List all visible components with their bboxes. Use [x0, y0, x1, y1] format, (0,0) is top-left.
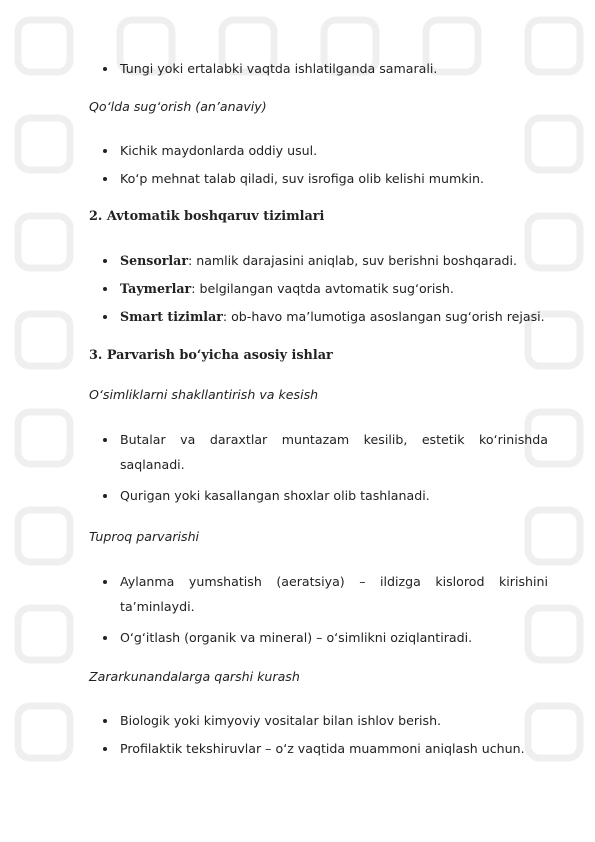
list-item-line: Butalar va daraxtlar muntazam kesilib, estetik ko‘rinishda	[120, 432, 548, 447]
list-item: Biologik yoki kimyoviy vositalar bilan ishlov berish.	[120, 713, 442, 728]
list-item: Profilaktik tekshiruvlar – o‘z vaqtida muammoni aniqlash uchun.	[120, 741, 525, 756]
list-item-line: Aylanma yumshatish (aeratsiya) – ildizga kislorod kirishini	[120, 574, 548, 589]
list-item	[120, 280, 454, 298]
list-item: Kichik maydonlarda oddiy usul.	[120, 143, 318, 158]
subheading: Zararkunandalarga qarshi kurash	[89, 669, 300, 684]
bullet-marker	[103, 259, 107, 263]
bullet-marker	[103, 580, 107, 584]
bullet-marker	[103, 177, 107, 181]
list-item	[120, 252, 517, 270]
term-label: Sensorlar	[120, 253, 188, 268]
term-label: Taymerlar	[120, 281, 192, 296]
subheading: Qo‘lda sug‘orish (an’anaviy)	[89, 99, 267, 114]
bullet-marker	[103, 438, 107, 442]
list-item	[120, 308, 545, 326]
subheading: Tuproq parvarishi	[89, 529, 200, 544]
bullet-marker	[103, 747, 107, 751]
term-description: : namlik darajasini aniqlab, suv berishni boshqaradi.	[187, 253, 518, 268]
bullet-marker	[103, 719, 107, 723]
list-item: Tungi yoki ertalabki vaqtda ishlatilganda samarali.	[120, 61, 438, 76]
section-heading: 2. Avtomatik boshqaruv tizimlari	[89, 209, 325, 224]
list-item-line: saqlanadi.	[120, 457, 185, 472]
bullet-marker	[103, 287, 107, 291]
section-heading: 3. Parvarish bo‘yicha asosiy ishlar	[89, 348, 333, 363]
bullet-marker	[103, 149, 107, 153]
list-item: Ko‘p mehnat talab qiladi, suv isrofiga olib kelishi mumkin.	[120, 171, 484, 186]
term-description: : belgilangan vaqtda avtomatik sug‘orish.	[191, 281, 454, 296]
bullet-marker	[103, 67, 107, 71]
list-item-line: ta’minlaydi.	[120, 599, 195, 614]
term-description: : ob-havo ma’lumotiga asoslangan sug‘orish rejasi.	[222, 309, 545, 324]
subheading: O‘simliklarni shakllantirish va kesish	[89, 387, 319, 402]
term-label: Smart tizimlar	[120, 309, 223, 324]
list-item: Qurigan yoki kasallangan shoxlar olib tashlanadi.	[120, 488, 430, 503]
bullet-marker	[103, 494, 107, 498]
bullet-marker	[103, 636, 107, 640]
list-item: O‘g‘itlash (organik va mineral) – o‘simlikni oziqlantiradi.	[120, 630, 473, 645]
bullet-marker	[103, 315, 107, 319]
